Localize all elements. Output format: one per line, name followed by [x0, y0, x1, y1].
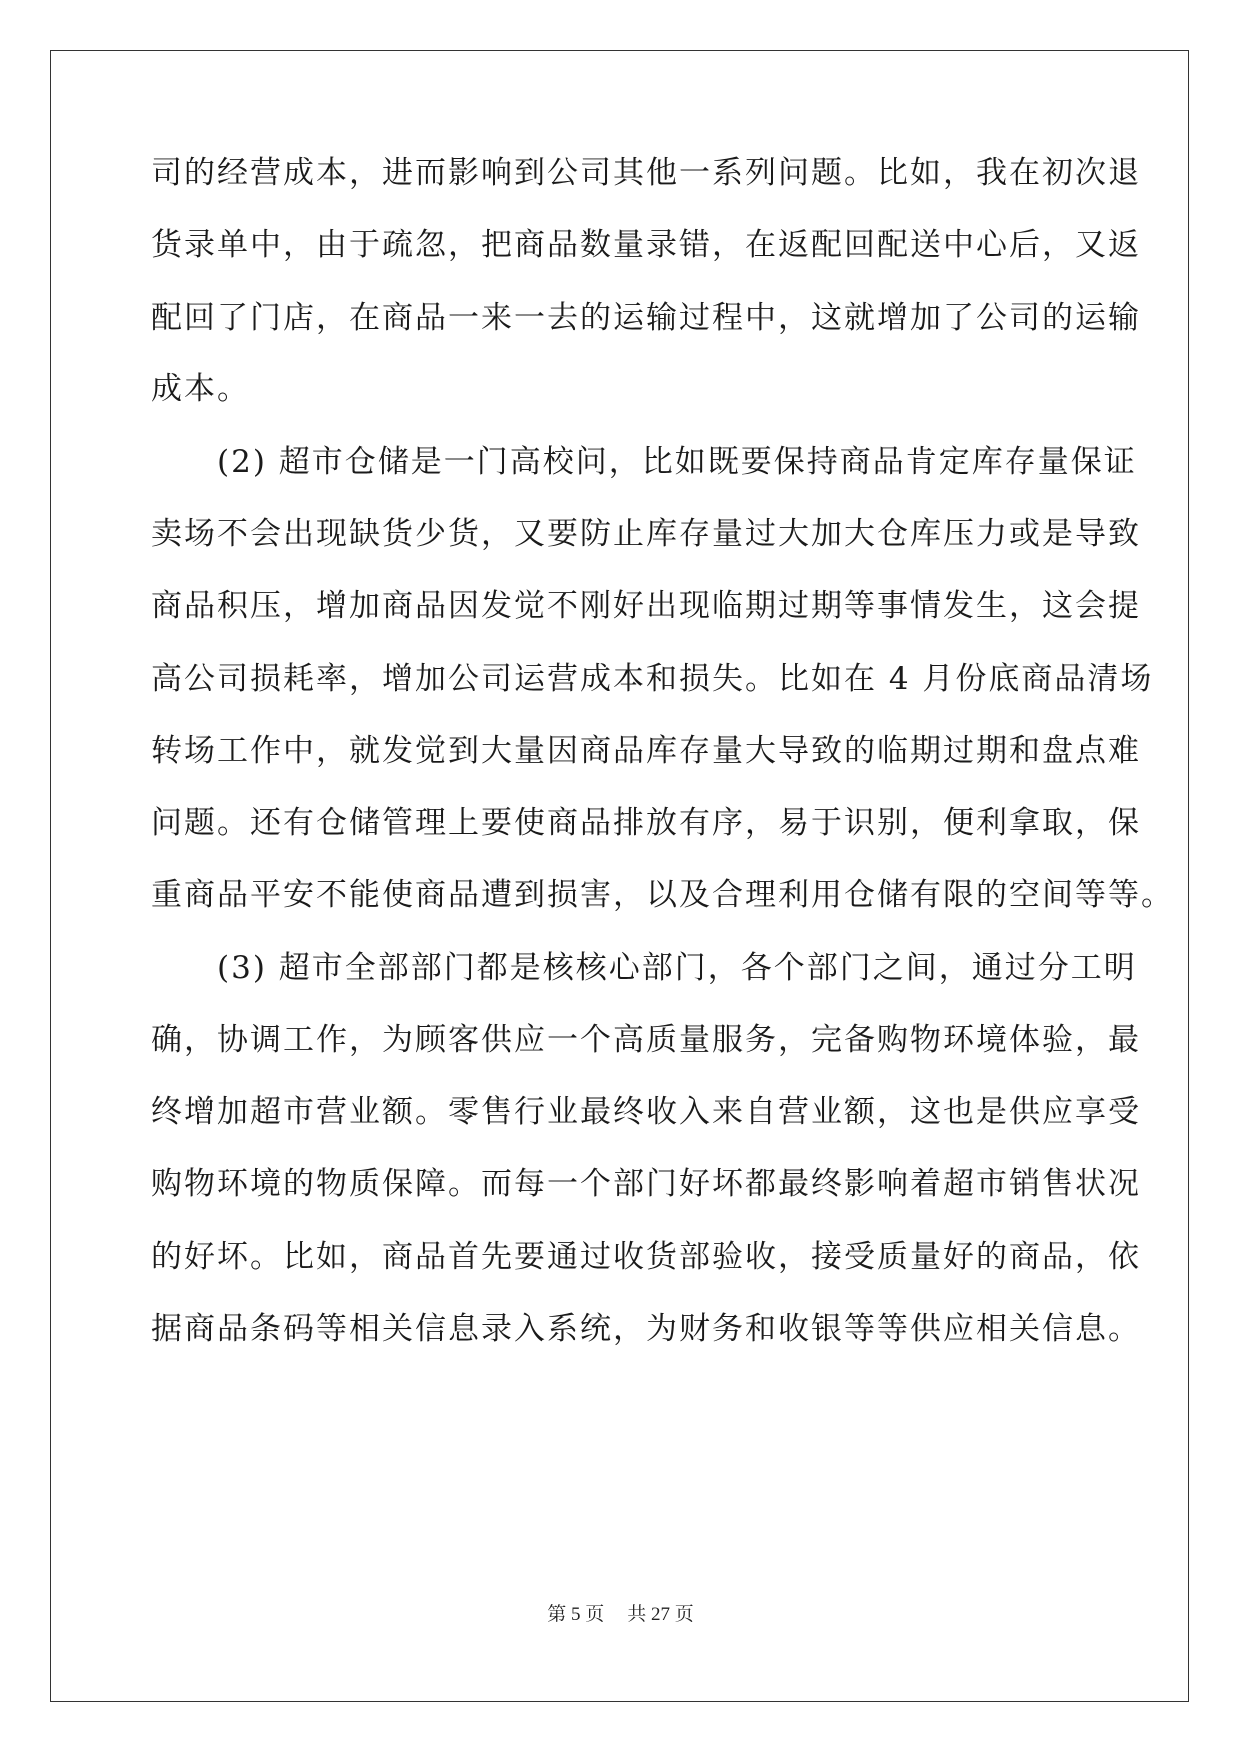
paragraph-line: 问题。还有仓储管理上要使商品排放有序，易于识别，便利拿取，保 — [151, 805, 1141, 841]
paragraph-line: (2) 超市仓储是一门高校问，比如既要保持商品肯定库存量保证 — [151, 444, 1137, 480]
paragraph-line: 确，协调工作，为顾客供应一个高质量服务，完备购物环境体验，最 — [151, 1022, 1141, 1058]
paragraph-line: (3) 超市全部部门都是核核心部门，各个部门之间，通过分工明 — [151, 950, 1137, 986]
paragraph-line: 转场工作中，就发觉到大量因商品库存量大导致的临期过期和盘点难 — [151, 733, 1141, 769]
total-pages: 共 27 页 — [627, 1604, 694, 1625]
paragraph-line: 的好坏。比如，商品首先要通过收货部验收，接受质量好的商品，依 — [151, 1239, 1141, 1275]
paragraph-line: 终增加超市营业额。零售行业最终收入来自营业额，这也是供应享受 — [151, 1094, 1141, 1130]
page-footer — [0, 1599, 1241, 1626]
paragraph-line: 高公司损耗率，增加公司运营成本和损失。比如在 4 月份底商品清场 — [151, 661, 1154, 697]
paragraph-line: 成本。 — [151, 371, 250, 407]
paragraph-line: 货录单中，由于疏忽，把商品数量录错，在返配回配送中心后，又返 — [151, 227, 1141, 263]
paragraph-line: 商品积压，增加商品因发觉不刚好出现临期过期等事情发生，这会提 — [151, 588, 1141, 624]
paragraph-line: 配回了门店，在商品一来一去的运输过程中，这就增加了公司的运输 — [151, 300, 1141, 336]
page-number: 第 5 页 — [547, 1604, 605, 1625]
paragraph-line: 重商品平安不能使商品遭到损害，以及合理利用仓储有限的空间等等。 — [151, 877, 1174, 913]
paragraph-line: 据商品条码等相关信息录入系统，为财务和收银等等供应相关信息。 — [151, 1311, 1141, 1347]
paragraph-line: 司的经营成本，进而影响到公司其他一系列问题。比如，我在初次退 — [151, 155, 1141, 191]
paragraph-line: 购物环境的物质保障。而每一个部门好坏都最终影响着超市销售状况 — [151, 1166, 1141, 1202]
paragraph-line: 卖场不会出现缺货少货，又要防止库存量过大加大仓库压力或是导致 — [151, 516, 1141, 552]
